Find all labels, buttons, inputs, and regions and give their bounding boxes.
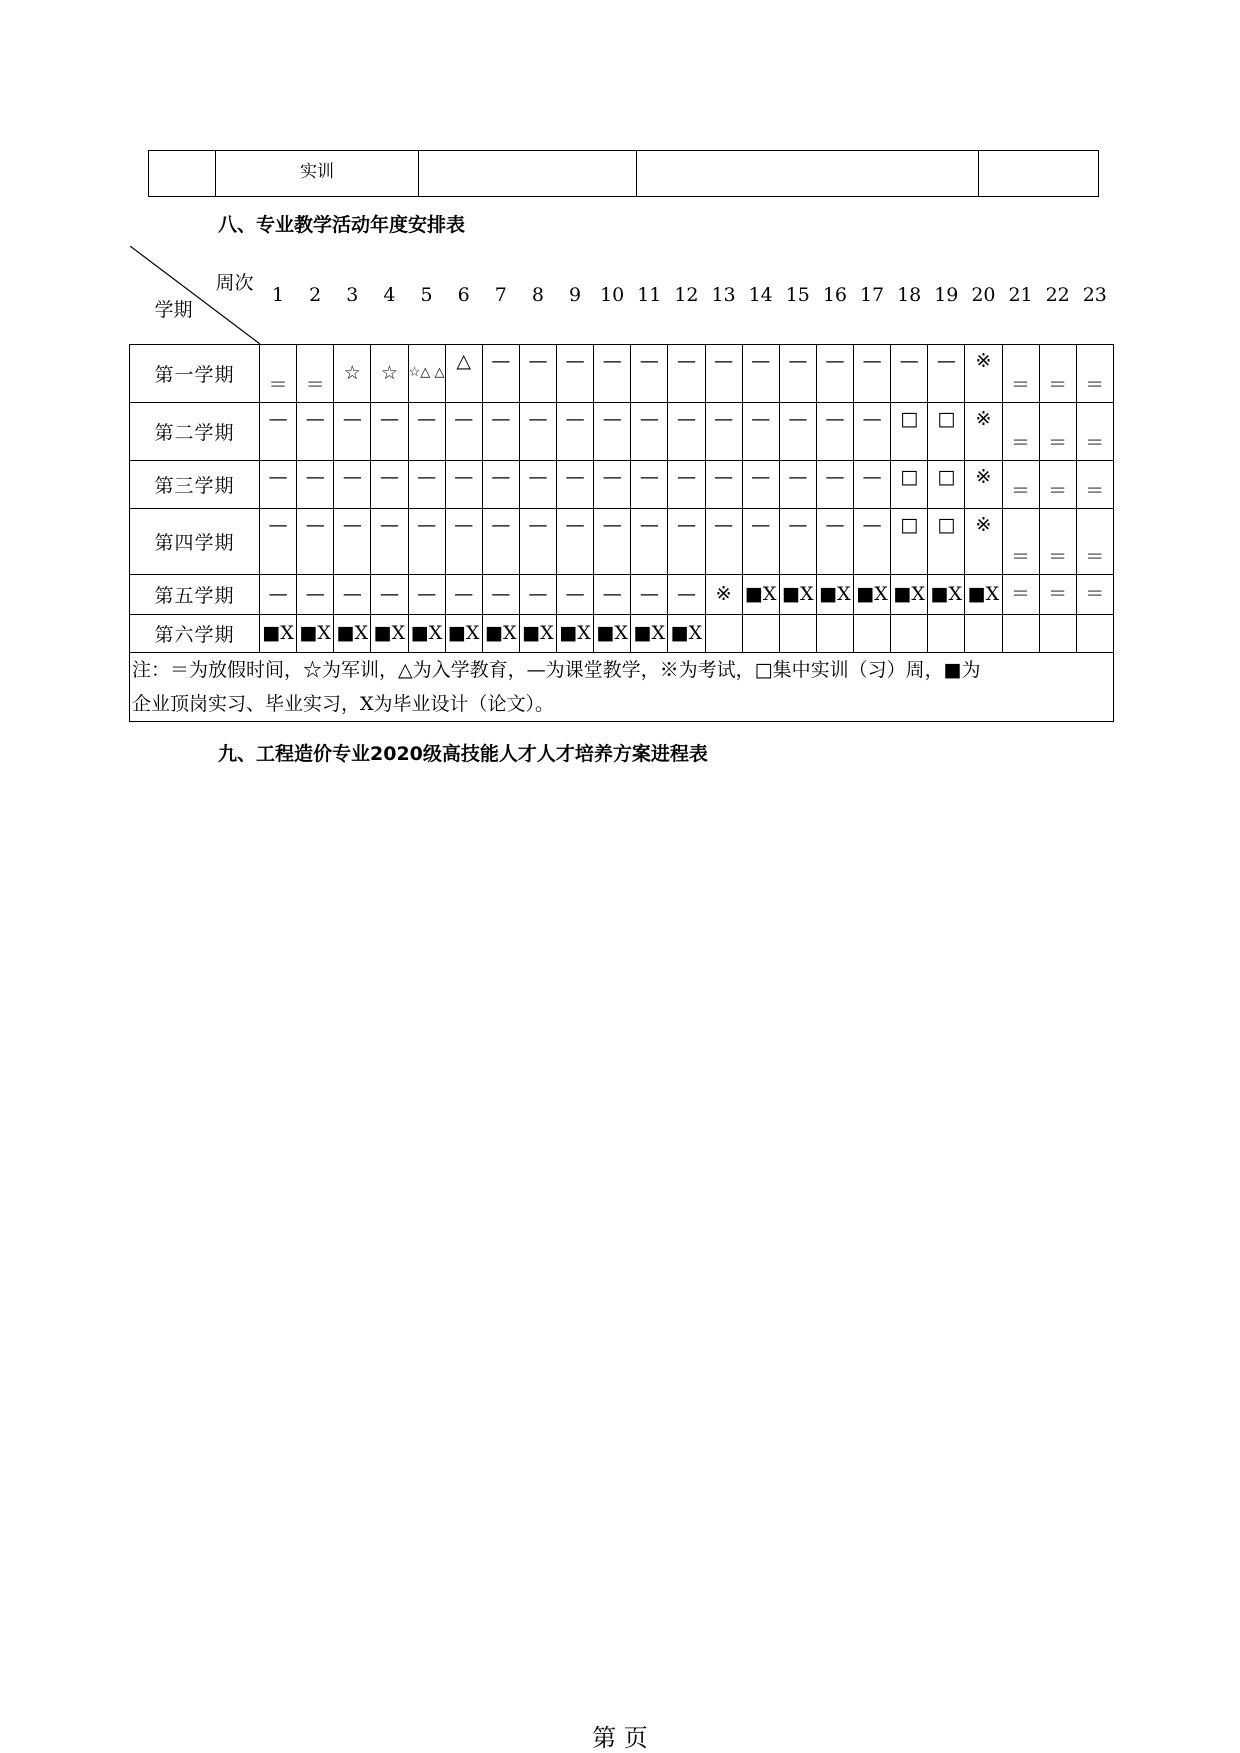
week-header: 9 [569,284,582,306]
term-row [130,509,1114,575]
row-label-shixun: 实训 [216,151,419,197]
schedule-cell: □ [891,461,928,509]
schedule-cell: ■X [891,575,928,615]
schedule-cell: ※ [965,461,1002,509]
schedule-cell [854,615,891,653]
schedule-cell: ■X [334,615,371,653]
week-header: 7 [494,284,507,306]
schedule-cell: ■X [928,575,965,615]
schedule-cell: — [557,575,594,615]
table-cell [149,151,216,197]
schedule-cell: — [742,403,779,461]
schedule-cell: — [928,345,965,403]
week-header: 8 [531,284,544,306]
schedule-cell: — [408,509,445,575]
schedule-cell: ■X [816,575,853,615]
week-header: 17 [859,284,885,306]
section-8-title: 八、专业教学活动年度安排表 [218,214,466,236]
schedule-cell: — [816,403,853,461]
schedule-cell: — [445,461,482,509]
week-header: 12 [674,284,699,306]
schedule-cell: ＝ [1039,461,1076,509]
term-label: 第五学期 [130,575,260,615]
schedule-cell: — [260,461,297,509]
schedule-cell: — [519,403,556,461]
schedule-cell: ＝ [1076,509,1113,575]
schedule-cell: ■X [779,575,816,615]
schedule-cell: ＝ [297,345,334,403]
schedule-cell [705,615,742,653]
week-header: 19 [934,284,959,306]
schedule-cell: — [260,509,297,575]
schedule-cell: — [297,575,334,615]
schedule-cell: — [631,403,668,461]
schedule-cell [816,615,853,653]
schedule-cell: □ [891,403,928,461]
schedule-cell: — [408,461,445,509]
schedule-cell: — [557,509,594,575]
term-label: 第一学期 [130,345,260,403]
term-label: 第三学期 [130,461,260,509]
schedule-cell: — [519,575,556,615]
schedule-cell: ■X [482,615,519,653]
schedule-cell: — [482,461,519,509]
schedule-cell: ＝ [1039,509,1076,575]
schedule-cell: ■X [854,575,891,615]
week-header: 1 [272,284,285,306]
week-header: 23 [1082,284,1107,306]
week-header: 18 [897,284,922,306]
table-cell [419,151,637,197]
term-row [130,575,1114,615]
schedule-cell: — [519,509,556,575]
term-row [130,403,1114,461]
week-header: 11 [637,284,662,306]
schedule-cell: — [854,509,891,575]
schedule-cell: ＝ [260,345,297,403]
schedule-cell: — [371,575,408,615]
schedule-cell: — [668,345,705,403]
schedule-cell: — [705,461,742,509]
corner-header [130,246,260,345]
schedule-cell: ＝ [1076,345,1113,403]
schedule-cell: — [482,509,519,575]
schedule-cell: ＝ [1039,575,1076,615]
schedule-cell: △ [445,345,482,403]
schedule-cell: ■X [519,615,556,653]
schedule-cell: — [297,509,334,575]
schedule-cell: ＝ [1076,575,1113,615]
week-header: 6 [457,284,470,306]
schedule-cell: — [594,509,631,575]
schedule-cell: ☆ [371,345,408,403]
week-header: 22 [1045,284,1070,306]
schedule-cell: □ [928,461,965,509]
week-header-row [130,246,1114,345]
schedule-cell: — [854,345,891,403]
schedule-cell: ＝ [1002,403,1039,461]
schedule-cell [742,615,779,653]
schedule-cell: ■X [408,615,445,653]
schedule-cell: — [742,509,779,575]
schedule-cell: — [594,575,631,615]
schedule-cell: ■X [445,615,482,653]
schedule-cell: — [854,403,891,461]
schedule-cell: — [557,461,594,509]
schedule-cell [1039,615,1076,653]
schedule-cell: ☆△ △ [408,345,445,403]
schedule-cell: — [631,461,668,509]
schedule-cell [1076,615,1113,653]
schedule-cell: — [705,345,742,403]
schedule-cell: — [854,461,891,509]
schedule-cell: ☆ [334,345,371,403]
top-partial-table [148,150,1099,197]
week-header: 5 [420,284,433,306]
table-row [149,151,1099,197]
schedule-cell: ■X [742,575,779,615]
schedule-cell: ＝ [1002,345,1039,403]
schedule-cell: — [334,575,371,615]
schedule-cell: — [557,345,594,403]
page-footer: 第 页 [592,1724,648,1752]
schedule-cell: — [408,575,445,615]
schedule-cell: — [445,509,482,575]
schedule-cell: — [705,403,742,461]
legend-line-2: 企业顶岗实习、毕业实习，X为毕业设计（论文）。 [132,693,555,715]
week-header: 16 [822,284,848,306]
diagonal-line [130,246,260,344]
week-header: 21 [1008,284,1033,306]
annual-schedule-table [129,246,1114,722]
schedule-cell: — [334,509,371,575]
legend-line-1: 注：＝为放假时间，☆为军训，△为入学教育，—为课堂教学，※为考试，□集中实训（习）周，■为 [132,659,981,681]
schedule-cell: — [816,509,853,575]
schedule-cell: — [668,575,705,615]
schedule-cell: — [482,403,519,461]
schedule-cell: — [668,403,705,461]
schedule-cell: — [519,461,556,509]
schedule-cell: — [594,403,631,461]
schedule-cell: — [631,509,668,575]
week-header: 15 [785,284,810,306]
schedule-cell: ■X [371,615,408,653]
term-row [130,461,1114,509]
schedule-cell: — [260,403,297,461]
schedule-cell: ＝ [1039,345,1076,403]
schedule-cell: ■X [668,615,705,653]
schedule-cell: — [816,345,853,403]
week-header: 13 [711,284,736,306]
schedule-cell: — [705,509,742,575]
week-header: 4 [383,284,396,306]
schedule-cell: — [779,403,816,461]
schedule-cell [891,615,928,653]
schedule-cell: — [445,403,482,461]
schedule-cell: ※ [965,403,1002,461]
schedule-cell: ※ [965,345,1002,403]
section-9-title: 九、工程造价专业2020级高技能人才人才培养方案进程表 [218,743,708,765]
schedule-cell: ■X [557,615,594,653]
schedule-cell: — [779,509,816,575]
table-cell [637,151,979,197]
schedule-cell: — [260,575,297,615]
schedule-cell: — [594,461,631,509]
schedule-cell: — [297,403,334,461]
schedule-cell: — [334,403,371,461]
schedule-cell: — [668,461,705,509]
schedule-cell: — [891,345,928,403]
schedule-cell: — [371,509,408,575]
schedule-cell: — [779,461,816,509]
schedule-cell: — [408,403,445,461]
corner-term-label: 学期 [154,299,193,321]
schedule-cell: — [742,345,779,403]
schedule-cell: □ [928,509,965,575]
term-label: 第四学期 [130,509,260,575]
schedule-cell: — [557,403,594,461]
week-header: 14 [748,284,773,306]
schedule-cell: — [631,575,668,615]
schedule-cell [1002,615,1039,653]
schedule-cell [965,615,1002,653]
schedule-cell: — [445,575,482,615]
legend-row [130,653,1114,722]
schedule-cell: ■X [260,615,297,653]
schedule-cell: — [816,461,853,509]
term-label: 第二学期 [130,403,260,461]
schedule-cell: ＝ [1002,509,1039,575]
schedule-cell: ＝ [1076,461,1113,509]
schedule-cell: — [297,461,334,509]
schedule-cell: □ [891,509,928,575]
schedule-cell: ※ [705,575,742,615]
schedule-cell: ＝ [1076,403,1113,461]
schedule-cell [779,615,816,653]
schedule-cell [928,615,965,653]
schedule-cell: ■X [594,615,631,653]
schedule-cell: ■X [631,615,668,653]
week-header: 3 [346,284,359,306]
schedule-cell: ■X [965,575,1002,615]
term-row [130,345,1114,403]
schedule-cell: ■X [297,615,334,653]
term-label: 第六学期 [130,615,260,653]
schedule-cell: ＝ [1039,403,1076,461]
term-row [130,615,1114,653]
schedule-cell: — [668,509,705,575]
schedule-cell: — [779,345,816,403]
schedule-cell: — [482,345,519,403]
week-header: 10 [600,284,625,306]
schedule-cell: — [631,345,668,403]
schedule-cell: — [371,461,408,509]
schedule-cell: ＝ [1002,575,1039,615]
week-header: 2 [309,284,322,306]
table-cell [979,151,1099,197]
legend-note [130,653,1114,722]
schedule-cell: — [334,461,371,509]
schedule-cell: — [742,461,779,509]
schedule-cell: ＝ [1002,461,1039,509]
schedule-cell: — [371,403,408,461]
schedule-cell: — [482,575,519,615]
corner-week-label: 周次 [215,272,254,294]
schedule-cell: □ [928,403,965,461]
week-header: 20 [971,284,996,306]
schedule-cell: — [594,345,631,403]
schedule-cell: — [519,345,556,403]
schedule-cell: ※ [965,509,1002,575]
